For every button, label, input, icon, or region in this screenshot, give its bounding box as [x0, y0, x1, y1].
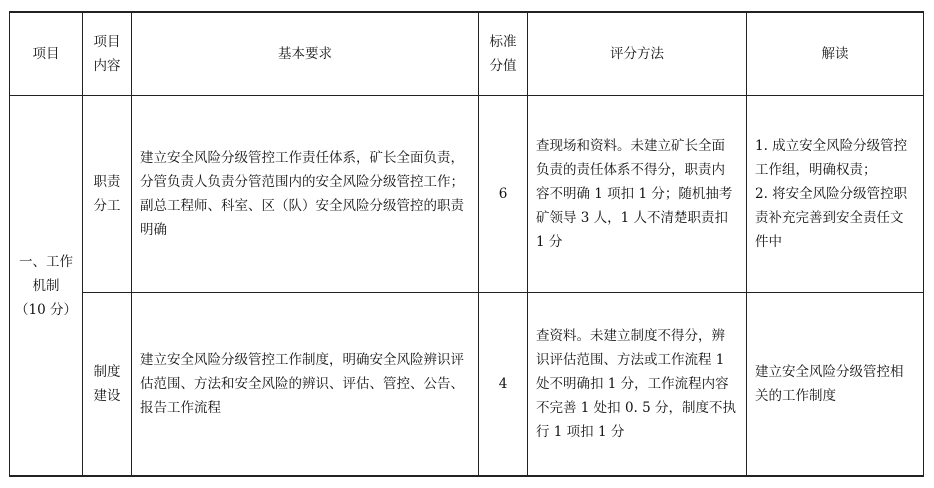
table-row: [10, 293, 924, 477]
row-method-cell: [528, 96, 747, 293]
header-row: [10, 12, 924, 96]
row-score: 6: [498, 186, 508, 202]
row-interpretation: 建立安全风险分级管控相关的工作制度: [755, 364, 904, 404]
row-method: 查资料。未建立制度不得分，辨识评估范围、方法或工作流程 1 处不明确扣 1 分，工作流程内容不完善 1 处扣 0. 5 分，制度不执行 1 项扣 1 分: [536, 328, 737, 440]
header-content: 项目 内容: [83, 12, 132, 96]
row-score-cell: [479, 293, 528, 477]
row-interpretation-cell: [747, 293, 924, 477]
row-interpretation: 1. 成立安全风险分级管控工作组，明确权责； 2. 将安全风险分级管控职责补充完善到安全责任文件中: [755, 138, 908, 250]
row-requirement-cell: [132, 293, 479, 477]
row-method: 查现场和资料。未建立矿长全面负责的责任体系不得分，职责内容不明确 1 项扣 1 分；随机抽考矿领导 3 人，1 人不清楚职责扣 1 分: [536, 138, 733, 250]
row-score-cell: [479, 96, 528, 293]
row-content: 制度 建设: [93, 364, 121, 404]
header-score: 标准 分值: [479, 12, 528, 96]
table-row: [10, 96, 924, 293]
row-interpretation-cell: [747, 96, 924, 293]
row-requirement: 建立安全风险分级管控工作制度，明确安全风险辨识评估范围、方法和安全风险的辨识、评估、管控、公告、报告工作流程: [140, 352, 464, 416]
row-content: 职责 分工: [93, 174, 121, 214]
row-content-cell: [83, 293, 132, 477]
row-method-cell: [528, 293, 747, 477]
group-label: 一、工作 机制 （10 分）: [15, 253, 77, 318]
row-requirement-cell: [132, 96, 479, 293]
header-method: 评分方法: [528, 12, 747, 96]
row-score: 4: [498, 376, 508, 392]
scoring-table: [9, 11, 924, 477]
row-content-cell: [83, 96, 132, 293]
group-label-cell: [10, 96, 83, 477]
header-interpretation: 解读: [747, 12, 924, 96]
row-requirement: 建立安全风险分级管控工作责任体系，矿长全面负责，分管负责人负责分管范围内的安全风险分级管控工作；副总工程师、科室、区（队）安全风险分级管控的职责明确: [140, 150, 464, 238]
header-item: 项目: [10, 12, 83, 96]
header-requirement: 基本要求: [132, 12, 479, 96]
